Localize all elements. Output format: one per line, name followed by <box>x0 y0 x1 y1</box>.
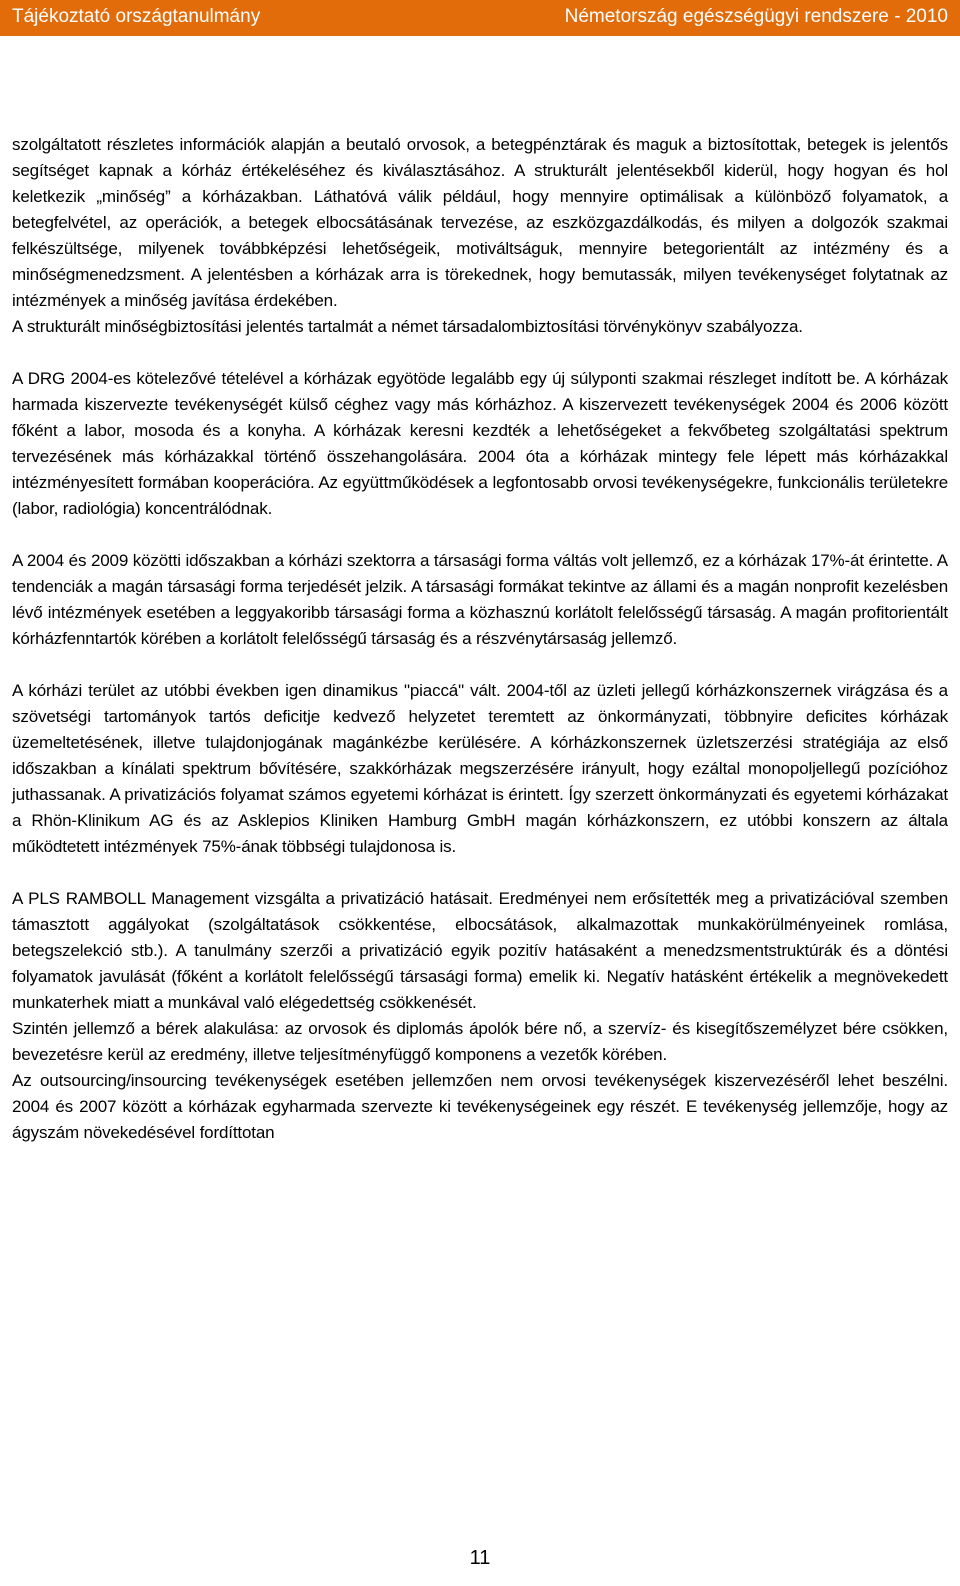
paragraph: A strukturált minőségbiztosítási jelentés tartalmát a német társadalombiztosítási törvénykönyv szabályozza. <box>12 317 803 336</box>
paragraph: Szintén jellemző a bérek alakulása: az orvosok és diplomás ápolók bére nő, a szervíz- és kisegítőszemélyzet bére csökken, bevezetésre kerül az eredmény, illetve teljesítményfüggő komponens a vezetők körében. <box>12 1019 948 1064</box>
paragraph: A PLS RAMBOLL Management vizsgálta a privatizáció hatásait. Eredményei nem erősítették meg a privatizációval szemben támasztott aggályokat (szolgáltatások csökkentése, elbocsátások, alkalmazottak munkakörülményeinek romlása, betegszelekció stb.). A tanulmány szerzői a privatizáció egyik pozitív hatásaként a menedzsmentstruktúrák és a döntési folyamatok javulását (főként a korlátolt felelősségű társasági forma) emelik ki. Negatív hatásként értékelik a megnövekedett munkaterhek miatt a munkával való elégedettség csökkenését. <box>12 889 948 1012</box>
paragraph: A kórházi terület az utóbbi években igen dinamikus "piaccá" vált. 2004-től az üzleti jellegű kórházkonszernek virágzása és a szövetségi tartományok tartós deficitje kedvező helyzetet teremtett az önkormányzati, többnyire deficites kórházak üzemeltetésének, illetve tulajdonjogának magánkézbe kerülésére. A kórházkonszernek üzletszerzési stratégiája az első időszakban a kínálati spektrum bővítésére, szakkórházak megszerzésére irányult, hogy ezáltal monopoljellegű pozícióhoz juthassanak. A privatizációs folyamat számos egyetemi kórházat is érintett. Így szerzett önkormányzati és egyetemi kórházakat a Rhön-Klinikum AG és az Asklepios Kliniken Hamburg GmbH magán kórházkonszern, ez utóbbi konszern az általa működtetett intézmények 75%-ának többségi tulajdonosa is. <box>12 681 948 856</box>
paragraph: Az outsourcing/insourcing tevékenységek esetében jellemzően nem orvosi tevékenységek kiszervezéséről lehet beszélni. 2004 és 2007 között a kórházak egyharmada szervezte ki tevékenységeinek egy részét. E tevékenység jellemzője, hogy az ágyszám növekedésével fordíttotan <box>12 1071 948 1142</box>
header-right-title: Németország egészségügyi rendszere - 2010 <box>564 6 948 27</box>
paragraph: A DRG 2004-es kötelezővé tételével a kórházak egyötöde legalább egy új súlyponti szakmai részleget indított be. A kórházak harmada kiszervezte tevékenységét külső céghez vagy más kórházhoz. A kiszervezett tevékenységek 2004 és 2006 között főként a labor, mosoda és a konyha. A kórházak keresni kezdték a lehetőségeket a fekvőbeteg szolgáltatási spektrum tervezésének más kórházakkal történő összehangolására. 2004 óta a kórházak mintegy fele lépett más kórházakkal intézményesített formában kooperációra. Az együttműködések a legfontosabb orvosi tevékenységekre, funkcionális területekre (labor, radiológia) koncentrálódnak. <box>12 369 948 518</box>
page-number: 11 <box>469 1547 491 1569</box>
paragraph: szolgáltatott részletes információk alapján a beutaló orvosok, a betegpénztárak és maguk a biztosítottak, betegek is jelentős segítséget kapnak a kórház értékeléséhez és kiválasztásához. A strukturált jelentésekből kiderül, hogy hogyan és hol keletkezik „minőség” a kórházakban. Láthatóvá válik például, hogy mennyire optimálisak a különböző folyamatok, a betegfelvétel, az operációk, a betegek elbocsátásának tervezése, az eszközgazdálkodás, és milyen a dolgozók szakmai felkészültsége, milyenek továbbképzési lehetőségeik, motiváltságuk, mennyire betegorientált az intézmény és a minőségmenedzsment. A jelentésben a kórházak arra is törekednek, hogy bemutassák, milyen tevékenységet folytatnak az intézmények a minőség javítása érdekében. <box>12 135 948 310</box>
document-body <box>12 132 948 1146</box>
page-header <box>0 0 960 36</box>
header-left-title: Tájékoztató országtanulmány <box>12 6 261 27</box>
paragraph: A 2004 és 2009 közötti időszakban a kórházi szektorra a társasági forma váltás volt jellemző, ez a kórházak 17%-át érintette. A tendenciák a magán társasági forma terjedését jelzik. A társasági formákat tekintve az állami és a magán nonprofit kezelésben lévő intézmények esetében a leggyakoribb társasági forma a közhasznú korlátolt felelősségű társaság. A magán profitorientált kórházfenntartók körében a korlátolt felelősségű társaság és a részvénytársaság jellemző. <box>12 551 948 648</box>
